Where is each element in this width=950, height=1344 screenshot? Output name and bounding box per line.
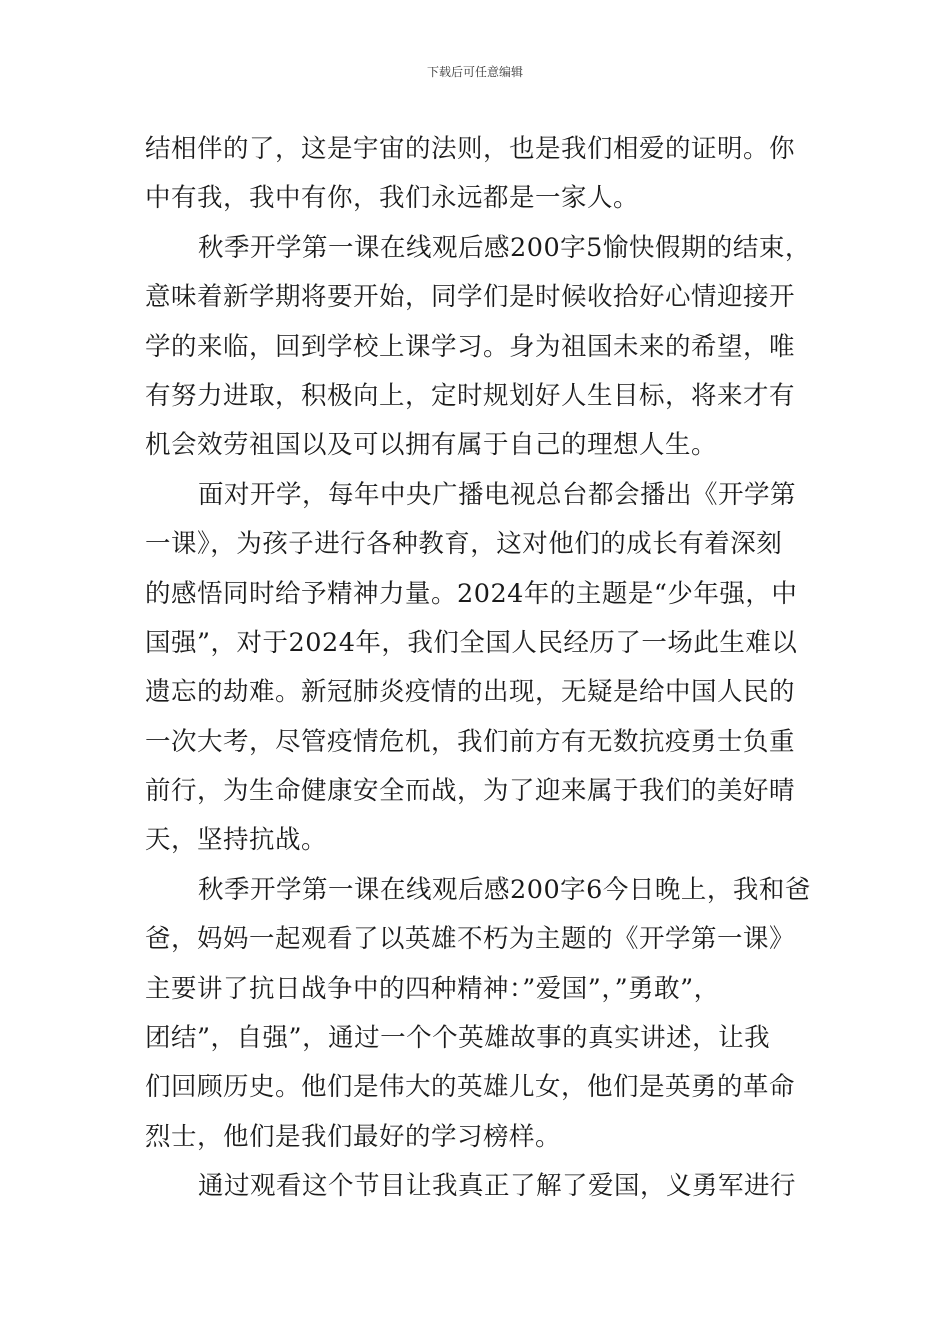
text-line: 主要讲了抗日战争中的四种精神：”爱国”，”勇敢”， <box>145 973 720 1004</box>
paragraph-3 <box>145 471 807 866</box>
text-line: 面对开学，每年中央广播电视总台都会播出《开学第 <box>198 479 797 510</box>
text-line: 们回顾历史。他们是伟大的英雄儿女，他们是英勇的革命 <box>145 1072 796 1103</box>
text-line: 前行，为生命健康安全而战，为了迎来属于我们的美好晴 <box>145 776 796 807</box>
text-line: 遗忘的劫难。新冠肺炎疫情的出现，无疑是给中国人民的 <box>145 677 796 708</box>
text-line: 一课》，为孩子进行各种教育，这对他们的成长有着深刻 <box>145 529 783 560</box>
text-line: 爸，妈妈一起观看了以英雄不朽为主题的《开学第一课》 <box>145 924 796 955</box>
text-line: 天，坚持抗战。 <box>145 825 328 856</box>
text-line: 团结”，自强”，通过一个个英雄故事的真实讲述，让我 <box>145 1023 771 1054</box>
text-line: 烈士，他们是我们最好的学习榜样。 <box>145 1121 562 1152</box>
document-body <box>145 125 811 1212</box>
page-header-note: 下载后可任意编辑 <box>426 65 523 79</box>
text-line: 国强”，对于2024年，我们全国人民经历了一场此生难以 <box>145 627 798 658</box>
text-line: 的感悟同时给予精神力量。2024年的主题是“少年强，中 <box>145 578 798 609</box>
text-line: 通过观看这个节目让我真正了解了爱国，义勇军进行 <box>198 1171 797 1202</box>
paragraph-5 <box>145 1162 807 1211</box>
text-line: 有努力进取，积极向上，定时规划好人生目标，将来才有 <box>145 380 796 411</box>
text-line: 一次大考，尽管疫情危机，我们前方有无数抗疫勇士负重 <box>145 726 796 757</box>
paragraph-2 <box>145 224 811 471</box>
text-line: 秋季开学第一课在线观后感200字6今日晚上，我和爸 <box>198 874 811 905</box>
text-line: 结相伴的了，这是宇宙的法则，也是我们相爱的证明。你 <box>145 134 796 164</box>
text-line: 中有我，我中有你，我们永远都是一家人。 <box>145 183 640 214</box>
text-line: 秋季开学第一课在线观后感200字5愉快假期的结束， <box>198 232 811 263</box>
text-line: 学的来临，回到学校上课学习。身为祖国未来的希望，唯 <box>145 331 796 362</box>
paragraph-4 <box>145 866 811 1162</box>
paragraph-1 <box>145 125 807 224</box>
text-line: 机会效劳祖国以及可以拥有属于自己的理想人生。 <box>145 430 718 461</box>
text-line: 意味着新学期将要开始，同学们是时候收拾好心情迎接开 <box>145 282 796 313</box>
